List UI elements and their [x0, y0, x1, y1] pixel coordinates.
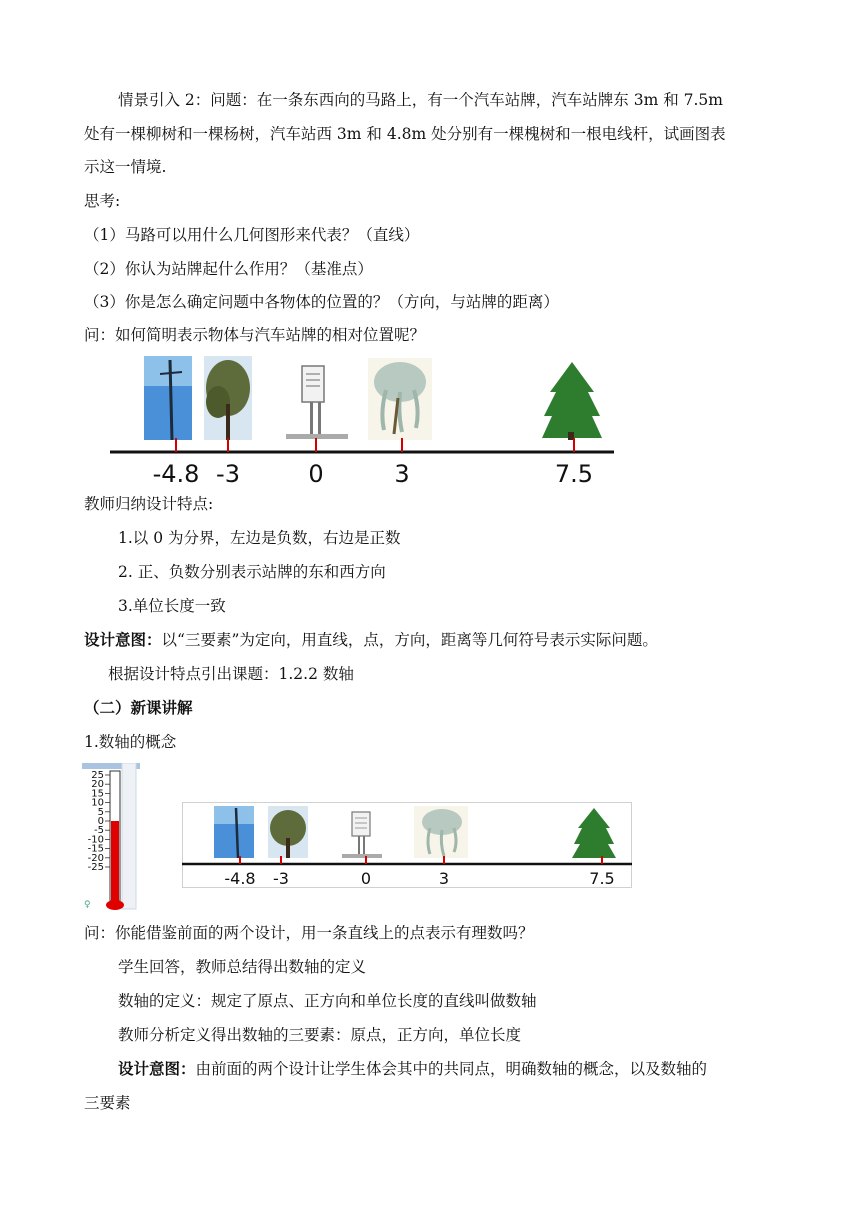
subsection-heading: 1.数轴的概念 — [84, 733, 177, 751]
tick-label: 0 — [308, 460, 324, 488]
summary-heading: 教师归纳设计特点: — [84, 495, 214, 513]
tick-label: 3 — [394, 460, 410, 488]
section-heading: （二）新课讲解 — [84, 698, 193, 717]
think-question-1: （1）马路可以用什么几何图形来代表？（直线） — [84, 226, 420, 244]
intro-line-3: 示这一情境. — [84, 158, 167, 176]
thermometer-scale-label: -20 — [87, 852, 104, 864]
utility-pole-icon — [214, 806, 254, 858]
summary-point-3: 3.单位长度一致 — [118, 597, 226, 615]
willow-tree-icon — [368, 358, 432, 440]
thermometer-scale-label: -10 — [87, 834, 104, 846]
three-elements: 教师分析定义得出数轴的三要素：原点，正方向，单位长度 — [118, 1026, 522, 1044]
tick-label: 7.5 — [554, 460, 594, 488]
intro-line-2: 处有一棵柳树和一棵杨树，汽车站西 3m 和 4.8m 处分别有一棵槐树和一根电线杆，试画图表 — [84, 125, 726, 143]
locust-tree-icon — [268, 806, 308, 858]
lesson-topic: 根据设计特点引出课题：1.2.2 数轴 — [108, 665, 354, 683]
design-intent-text: 由前面的两个设计让学生体会其中的共同点，明确数轴的概念，以及数轴的 — [195, 1060, 708, 1078]
tick-label: -4.8 — [152, 460, 200, 488]
thermometer-scale-label: 0 — [97, 816, 104, 827]
summary-point-1: 1.以 0 为分界，左边是负数，右边是正数 — [118, 529, 401, 547]
student-answer: 学生回答，教师总结得出数轴的定义 — [118, 958, 367, 976]
thermometer-scale-label: 25 — [91, 770, 104, 781]
willow-tree-icon — [414, 806, 468, 858]
think-ask: 问：如何简明表示物体与汽车站牌的相对位置呢？ — [84, 326, 426, 344]
intro-line-1: 情景引入 2：问题：在一条东西向的马路上，有一个汽车站牌，汽车站牌东 3m 和 7.5m — [118, 91, 723, 109]
locust-tree-icon — [204, 356, 252, 440]
tick-label: 7.5 — [589, 869, 615, 888]
think-question-2: （2）你认为站牌起什么作用？（基准点） — [84, 260, 373, 278]
design-intent-label: 设计意图： — [118, 1059, 196, 1078]
number-line-definition: 数轴的定义：规定了原点、正方向和单位长度的直线叫做数轴 — [118, 992, 537, 1010]
design-intent-2-continued: 三要素 — [84, 1094, 131, 1112]
tick-label: -3 — [273, 869, 289, 888]
thermometer-scale-label: 5 — [97, 806, 104, 818]
thermometer-small-icon: ♀ — [84, 900, 91, 910]
tick-label: -3 — [216, 460, 240, 488]
design-intent-text: 以“三要素”为定向，用直线，点，方向，距离等几何符号表示实际问题。 — [161, 631, 658, 649]
road-scene-figure — [110, 352, 614, 488]
design-intent-2 — [118, 1059, 707, 1079]
thermometer-figure — [82, 763, 140, 911]
think-heading: 思考: — [84, 192, 121, 210]
think-question-3: （3）你是怎么确定问题中各物体的位置的？（方向，与站牌的距离） — [84, 293, 559, 311]
design-intent-1 — [84, 630, 658, 650]
thermometer-scale-label: 20 — [91, 779, 104, 791]
tick-label: -4.8 — [224, 869, 256, 888]
definition-ask: 问：你能借鉴前面的两个设计，用一条直线上的点表示有理数吗？ — [84, 924, 534, 942]
summary-point-2: 2. 正、负数分别表示站牌的东和西方向 — [118, 563, 386, 581]
tick-label: 0 — [360, 869, 372, 888]
thermometer-scale-label: -15 — [87, 843, 104, 855]
design-intent-label: 设计意图： — [84, 630, 162, 649]
utility-pole-icon — [144, 356, 192, 440]
thermometer-scale-label: 10 — [91, 797, 104, 809]
tick-label: 3 — [438, 869, 450, 888]
thermometer-scale-label: -25 — [87, 862, 104, 873]
thermometer-scale-label: 15 — [91, 788, 104, 800]
thermometer-bulb — [106, 900, 124, 910]
thermometer-scale-label: -5 — [94, 825, 104, 837]
mercury-column — [111, 821, 119, 901]
road-scene-figure-small — [182, 802, 632, 888]
